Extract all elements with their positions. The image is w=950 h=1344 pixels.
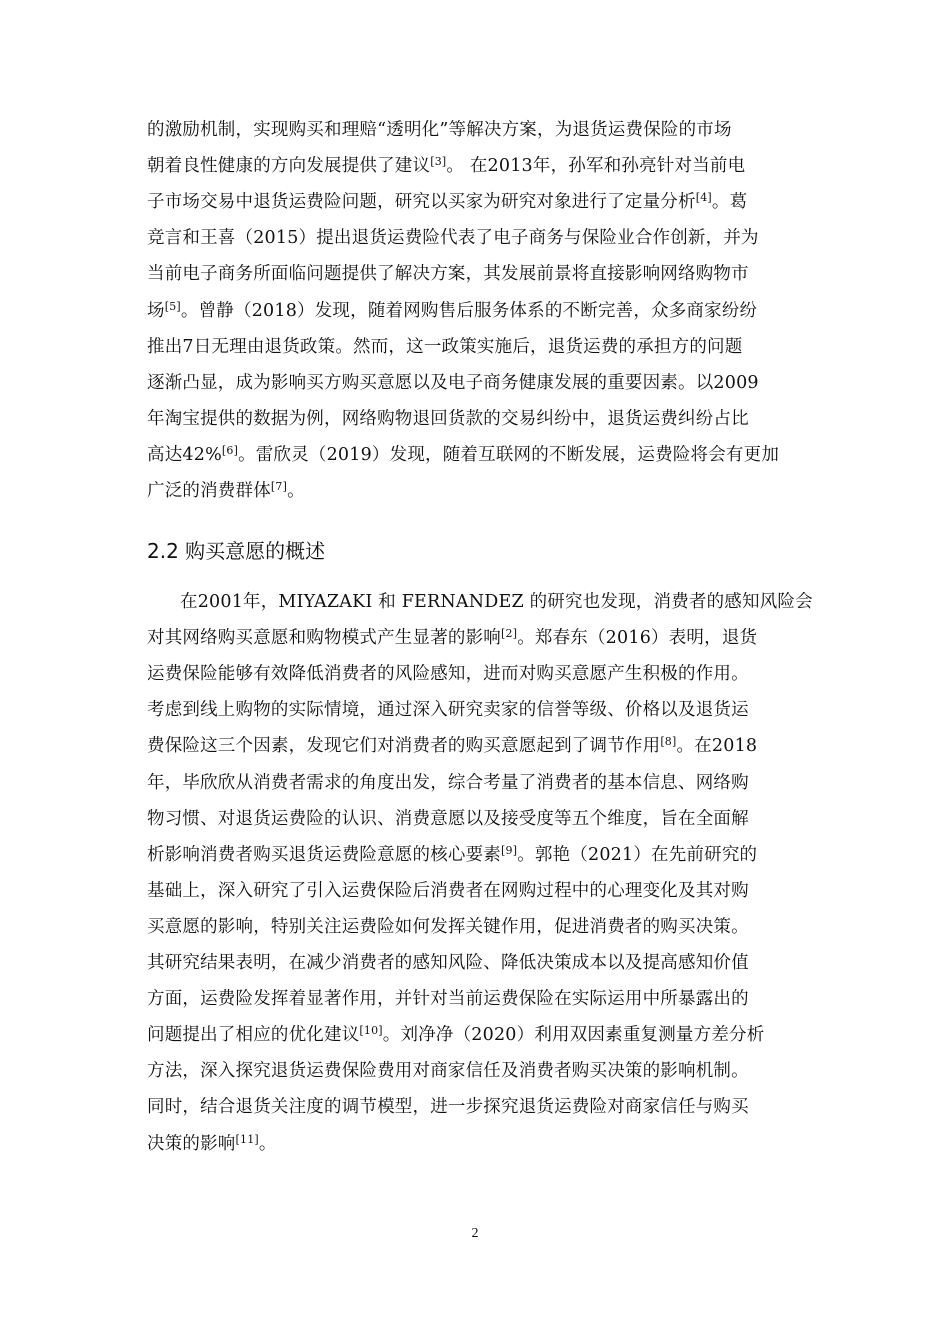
text-line — [180, 590, 840, 614]
text-line — [147, 479, 807, 503]
line-text-continued: 。曾静（2018）发现，随着网购售后服务体系的不断完善，众多商家纷纷 — [180, 300, 758, 321]
line-text: 年淘宝提供的数据为例，网络购物退回货款的交易纠纷中，退货运费纠纷占比 — [147, 408, 749, 429]
line-text: 场 — [147, 300, 165, 321]
text-line — [147, 879, 807, 903]
citation-ref: [3] — [430, 155, 447, 169]
line-text: 考虑到线上购物的实际情境，通过深入研究卖家的信誉等级、价格以及退货运 — [147, 700, 749, 721]
line-text: 费保险这三个因素，发现它们对消费者的购买意愿起到了调节作用 — [147, 736, 661, 757]
line-text: 的激励机制，实现购买和理赔“透明化”等解决方案，为退货运费保险的市场 — [147, 120, 732, 140]
line-text: 基础上，深入研究了引入运费保险后消费者在网购过程中的心理变化及其对购 — [147, 880, 749, 901]
line-text: 逐渐凸显，成为影响买方购买意愿以及电子商务健康发展的重要因素。以2009 — [147, 372, 759, 393]
line-text: 析影响消费者购买退货运费险意愿的核心要素 — [147, 844, 501, 865]
line-text: 在2001年，MIYAZAKI 和 FERNANDEZ 的研究也发现，消费者的感知风险会 — [180, 592, 813, 612]
text-line — [147, 843, 807, 867]
text-line — [147, 1059, 807, 1083]
citation-ref: [11] — [235, 1132, 259, 1146]
text-line — [147, 1023, 807, 1047]
line-text: 问题提出了相应的优化建议 — [147, 1025, 360, 1046]
section-heading: 2.2 购买意愿的概述 — [147, 539, 326, 563]
line-text: 广泛的消费群体 — [147, 481, 271, 501]
text-line — [147, 915, 807, 939]
citation-ref: [6] — [221, 443, 239, 457]
text-line — [147, 226, 807, 250]
text-line — [147, 407, 807, 431]
text-line — [147, 443, 807, 467]
line-text: 买意愿的影响，特别关注运费险如何发挥关键作用，促进消费者的购买决策。 — [147, 916, 749, 937]
line-text: 运费保险能够有效降低消费者的风险感知，进而对购买意愿产生积极的作用。 — [147, 664, 749, 685]
citation-ref: [2] — [501, 627, 518, 641]
line-text: 高达42% — [147, 444, 222, 465]
text-line — [147, 118, 807, 142]
citation-ref: [9] — [501, 843, 518, 857]
citation-ref: [5] — [164, 299, 181, 313]
citation-ref: [10] — [359, 1024, 383, 1038]
line-text: 子市场交易中退货运费险问题，研究以买家为研究对象进行了定量分析 — [147, 192, 696, 213]
text-line — [147, 698, 807, 722]
line-text-continued: 。 在2013年，孙军和孙亮针对当前电 — [446, 156, 746, 177]
citation-ref: [7] — [270, 480, 288, 493]
text-line — [147, 299, 807, 323]
line-text: 当前电子商务所面临问题提供了解决方案，其发展前景将直接影响网络购物市 — [147, 264, 749, 285]
text-line — [147, 335, 807, 359]
text-line — [147, 262, 807, 286]
line-text: 对其网络购买意愿和购物模式产生显著的影响 — [147, 628, 501, 649]
line-text-continued: 。郑春东（2016）表明，退货 — [517, 628, 758, 649]
text-line — [147, 371, 807, 395]
text-line — [147, 951, 807, 975]
line-text-continued: 。雷欣灵（2019）发现，随着互联网的不断发展，运费险将会有更加 — [238, 444, 780, 465]
page-number: 2 — [471, 1226, 479, 1241]
text-line — [147, 807, 807, 831]
line-text-continued: 。在2018 — [676, 736, 758, 757]
line-text-continued: 。 — [258, 1133, 277, 1154]
text-line — [147, 1132, 807, 1156]
citation-ref: [4] — [695, 191, 712, 205]
line-text: 朝着良性健康的方向发展提供了建议 — [147, 156, 431, 177]
line-text-continued: 。郭艳（2021）在先前研究的 — [517, 844, 758, 865]
text-line — [147, 154, 807, 178]
citation-ref: [8] — [660, 735, 677, 749]
text-line — [147, 190, 807, 214]
line-text: 推出7日无理由退货政策。然而，这一政策实施后，退货运费的承担方的问题 — [147, 336, 743, 357]
line-text: 方法，深入探究退货运费保险费用对商家信任及消费者购买决策的影响机制。 — [147, 1061, 749, 1082]
line-text-continued: 。葛 — [711, 192, 748, 213]
text-line — [147, 626, 807, 650]
text-line — [147, 734, 807, 758]
line-text-continued: 。刘净净（2020）利用双因素重复测量方差分析 — [382, 1025, 765, 1046]
line-text: 方面，运费险发挥着显著作用，并针对当前运费保险在实际运用中所暴露出的 — [147, 989, 749, 1010]
line-text: 同时，结合退货关注度的调节模型，进一步探究退货运费险对商家信任与购买 — [147, 1097, 749, 1118]
line-text: 竞言和王喜（2015）提出退货运费险代表了电子商务与保险业合作创新，并为 — [147, 228, 759, 249]
text-line — [147, 1095, 807, 1119]
text-line — [147, 771, 807, 795]
text-line — [147, 987, 807, 1011]
text-line — [147, 662, 807, 686]
line-text-continued: 。 — [287, 481, 305, 501]
line-text: 决策的影响 — [147, 1133, 236, 1154]
line-text: 其研究结果表明，在减少消费者的感知风险、降低决策成本以及提高感知价值 — [147, 953, 749, 973]
line-text: 年，毕欣欣从消费者需求的角度出发，综合考量了消费者的基本信息、网络购 — [147, 772, 749, 793]
line-text: 物习惯、对退货运费险的认识、消费意愿以及接受度等五个维度，旨在全面解 — [147, 808, 749, 829]
